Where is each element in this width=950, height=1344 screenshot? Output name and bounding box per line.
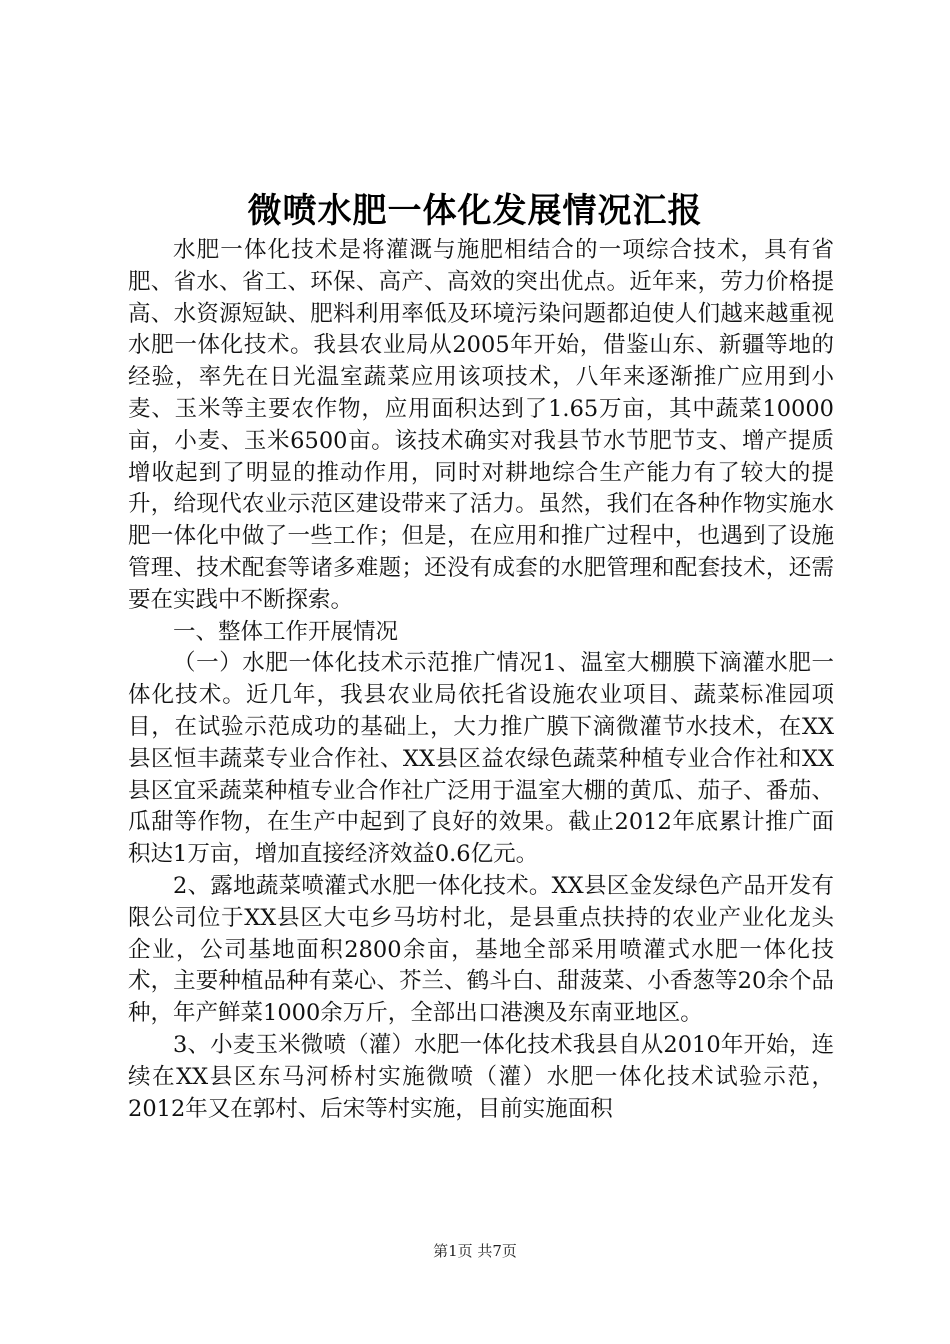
paragraph-sprinkler-vegetables: 2、露地蔬菜喷灌式水肥一体化技术。XX县区金发绿色产品开发有限公司位于XX县区大屯乡马坊村北，是县重点扶持的农业产业化龙头企业，公司基地面积2800余亩，基地全部采用喷灌式水肥一体化技术，主要种植品种有菜心、芥兰、鹤斗白、甜菠菜、小香葱等20余个品种，年产鲜菜1000余万斤，全部出口港澳及东南亚地区。 [128,872,834,1027]
page-footer: 第1页 共7页 [433,1242,517,1260]
document-body [128,235,834,1125]
section-heading: 一、整体工作开展情况 [173,618,399,645]
paragraph-wheat-corn-microspray: 3、小麦玉米微喷（灌）水肥一体化技术我县自从2010年开始，连续在XX县区东马河桥村实施微喷（灌）水肥一体化技术试验示范，2012年又在郭村、后宋等村实施，目前实施面积 [128,1031,834,1122]
document-title: 微喷水肥一体化发展情况汇报 [247,191,703,231]
paragraph-greenhouse-drip: （一）水肥一体化技术示范推广情况1、温室大棚膜下滴灌水肥一体化技术。近几年，我县农业局依托省设施农业项目、蔬菜标准园项目，在试验示范成功的基础上，大力推广膜下滴微灌节水技术，在XX县区恒丰蔬菜专业合作社、XX县区益农绿色蔬菜种植专业合作社和XX县区宜采蔬菜种植专业合作社广泛用于温室大棚的黄瓜、茄子、番茄、瓜甜等作物，在生产中起到了良好的效果。截止2012年底累计推广面积达1万亩，增加直接经济效益0.6亿元。 [128,650,834,868]
paragraph-intro: 水肥一体化技术是将灌溉与施肥相结合的一项综合技术，具有省肥、省水、省工、环保、高产、高效的突出优点。近年来，劳力价格提高、水资源短缺、肥料利用率低及环境污染问题都迫使人们越来越重视水肥一体化技术。我县农业局从2005年开始，借鉴山东、新疆等地的经验，率先在日光温室蔬菜应用该项技术，八年来逐渐推广应用到小麦、玉米等主要农作物，应用面积达到了1.65万亩，其中蔬菜10000亩，小麦、玉米6500亩。该技术确实对我县节水节肥节支、增产提质增收起到了明显的推动作用，同时对耕地综合生产能力有了较大的提升，给现代农业示范区建设带来了活力。虽然，我们在各种作物实施水肥一体化中做了一些工作；但是，在应用和推广过程中，也遇到了设施管理、技术配套等诸多难题；还没有成套的水肥管理和配套技术，还需要在实践中不断探索。 [128,237,834,613]
